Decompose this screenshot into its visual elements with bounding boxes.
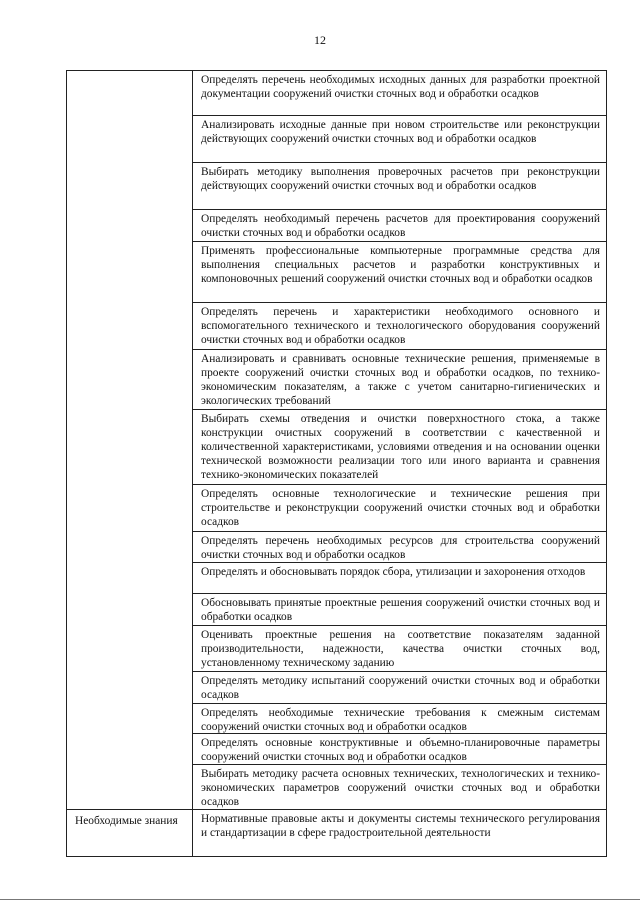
skill-item: Применять профессиональные компьютерные программные средства для выполнения специальных расчетов и разработки конструктивных и компоновочных решений сооружений очистки сточных вод и обработки осадков <box>193 241 606 302</box>
skill-item: Определять методику испытаний сооружений очистки сточных вод и обработки осадков <box>193 671 606 703</box>
knowledge-row <box>67 810 607 857</box>
skill-item: Определять основные конструктивные и объемно-планировочные параметры сооружений очистки сточных вод и обработки осадков <box>193 733 606 764</box>
skills-row <box>67 71 607 810</box>
skill-item: Определять необходимый перечень расчетов для проектирования сооружений очистки сточных вод и обработки осадков <box>193 209 606 241</box>
skill-item: Определять перечень и характеристики необходимого основного и вспомогательного технического и технологического оборудования сооружений очистки сточных вод и обработки осадков <box>193 302 606 349</box>
skill-item: Определять основные технологические и технические решения при строительстве и реконструкции сооружений очистки сточных вод и обработки осадков <box>193 484 606 531</box>
skill-item: Оценивать проектные решения на соответствие показателям заданной производительности, надежности, качества очистки сточных вод, установленному техническому заданию <box>193 625 606 671</box>
skill-item: Анализировать и сравнивать основные технические решения, применяемые в проекте сооружений очистки сточных вод и обработки осадков, по технико-экономическим показателям, а также с учетом санитарно-гигиенических и экологических требований <box>193 349 606 409</box>
skill-item: Определять перечень необходимых ресурсов для строительства сооружений очистки сточных вод и обработки осадков <box>193 531 606 562</box>
skill-item: Выбирать схемы отведения и очистки поверхностного стока, а также конструкции очистных сооружений в соответствии с качественной и количественной характеристиками, условиями отведения и на основании оценки технической возможности реализации того или иного варианта и сравнения технико-экономических показателей <box>193 409 606 484</box>
skill-item: Выбирать методику выполнения проверочных расчетов при реконструкции действующих сооружений очистки сточных вод и обработки осадков <box>193 162 606 209</box>
knowledge-item: Нормативные правовые акты и документы системы технического регулирования и стандартизации в сфере градостроительной деятельности <box>201 813 600 839</box>
skills-label-cell <box>67 71 193 810</box>
knowledge-label: Необходимые знания <box>67 810 193 857</box>
skill-item: Определять перечень необходимых исходных данных для разработки проектной документации сооружений очистки сточных вод и обработки осадков <box>201 74 600 100</box>
page-bottom-rule <box>0 899 640 900</box>
page-number: 12 <box>314 33 326 47</box>
knowledge-list <box>193 810 607 857</box>
skill-item: Определять необходимые технические требования к смежным системам сооружений очистки сточных вод и обработки осадков <box>193 703 606 733</box>
competency-table <box>66 70 607 857</box>
skill-item: Обосновывать принятые проектные решения сооружений очистки сточных вод и обработки осадков <box>193 593 606 625</box>
skills-list <box>193 71 607 810</box>
skill-item: Выбирать методику расчета основных технических, технологических и технико-экономических параметров сооружений очистки сточных вод и обработки осадков <box>193 764 606 809</box>
skill-item: Определять и обосновывать порядок сбора, утилизации и захоронения отходов <box>193 562 606 593</box>
skill-item: Анализировать исходные данные при новом строительстве или реконструкции действующих сооружений очистки сточных вод и обработки осадков <box>193 115 606 162</box>
